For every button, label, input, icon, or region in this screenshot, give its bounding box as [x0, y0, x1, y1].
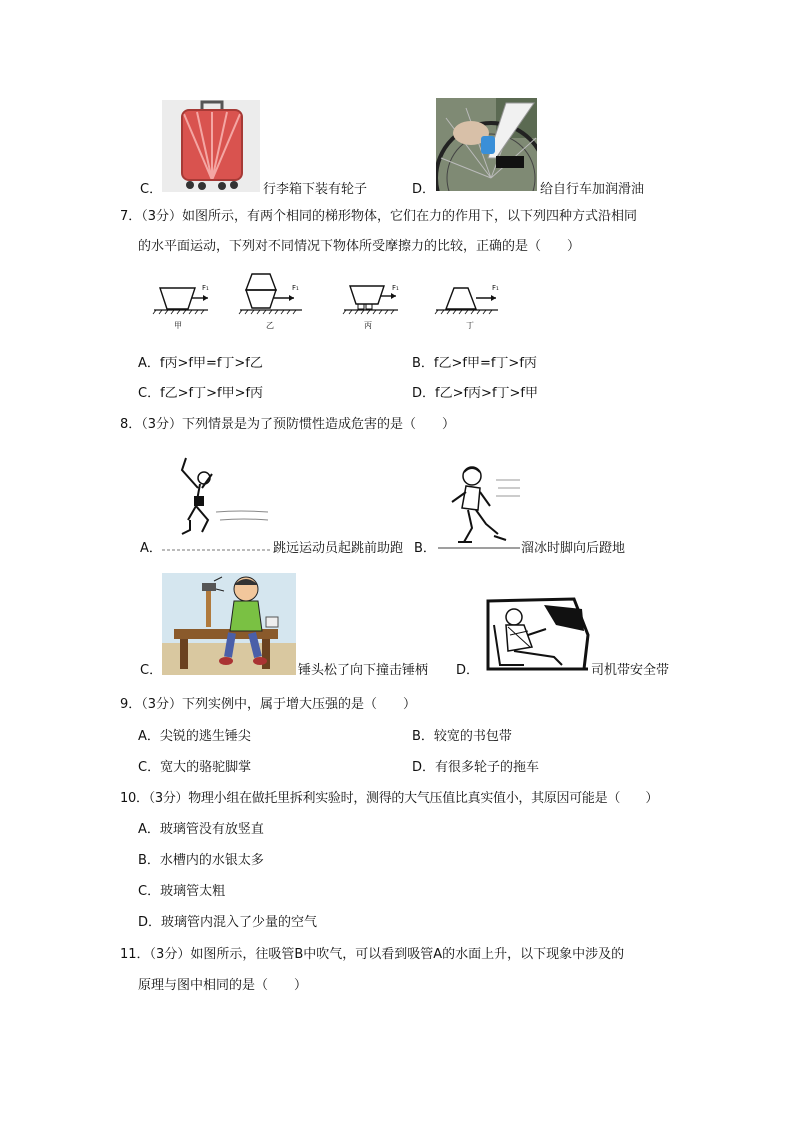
q7-figure-jia	[150, 276, 220, 334]
q7-option-c: C．f乙>f丁>f甲>f丙	[138, 386, 264, 401]
q7-figure-ding	[432, 276, 516, 334]
q6-option-d-text: 给自行车加润滑油	[540, 182, 645, 197]
q8-stem: 8．（3分）下列情景是为了预防惯性造成危害的是（ ）	[120, 417, 456, 432]
q7-force-label: F₁	[202, 284, 209, 292]
hammer-figure	[162, 573, 296, 675]
q10-option-d: D．玻璃管内混入了少量的空气	[138, 915, 318, 930]
q10-option-b: B．水槽内的水银太多	[138, 853, 264, 868]
q7-figure-yi	[236, 270, 312, 334]
q7-label-ding: 丁	[466, 321, 474, 330]
q7-option-a: A．f丙>f甲=f丁>f乙	[138, 356, 263, 371]
q11-stem-line1: 11．（3分）如图所示，往吸管B中吹气，可以看到吸管A的水面上升，以下现象中涉及的	[120, 947, 625, 962]
q10-stem: 10．（3分）物理小组在做托里拆利实验时，测得的大气压值比真实值小，其原因可能是（ ）	[120, 791, 659, 806]
q10-option-a: A．玻璃管没有放竖直	[138, 822, 264, 837]
q7-stem-line1: 7．（3分）如图所示，有两个相同的梯形物体，它们在力的作用下，以下列四种方式沿相同	[120, 209, 638, 224]
seatbelt-figure	[484, 595, 590, 675]
q7-force-label: F₁	[292, 284, 299, 292]
q7-option-b: B．f乙>f甲=f丁>f丙	[412, 356, 537, 371]
q7-label-jia: 甲	[174, 321, 182, 330]
q9-option-d: D．有很多轮子的拖车	[412, 760, 540, 775]
q7-figure-bing	[340, 276, 410, 334]
q7-force-label: F₁	[392, 284, 399, 292]
q8-option-b-text: 溜冰时脚向后蹬地	[521, 541, 626, 556]
q6-option-d-letter: D．	[412, 182, 436, 197]
q8-option-c-letter: C．	[140, 663, 163, 678]
q7-option-d: D．f乙>f丙>f丁>f甲	[412, 386, 538, 401]
bicycle-lubrication-figure	[436, 98, 537, 191]
q9-stem: 9．（3分）下列实例中，属于增大压强的是（ ）	[120, 697, 417, 712]
q8-option-d-letter: D．	[456, 663, 480, 678]
q8-option-a-text: 跳远运动员起跳前助跑	[273, 541, 404, 556]
q6-option-c-text: 行李箱下装有轮子	[263, 182, 368, 197]
q9-option-a: A．尖锐的逃生锤尖	[138, 729, 251, 744]
suitcase-figure	[162, 100, 260, 192]
q7-force-label: F₁	[492, 284, 499, 292]
q8-option-a-letter: A．	[140, 541, 162, 556]
q8-option-c-text: 锤头松了向下撞击锤柄	[298, 663, 429, 678]
q8-option-b-letter: B．	[414, 541, 436, 556]
q9-option-b: B．较宽的书包带	[412, 729, 512, 744]
q11-stem-line2: 原理与图中相同的是（ ）	[138, 978, 308, 993]
q8-option-d-text: 司机带安全带	[591, 663, 670, 678]
q9-option-c: C．宽大的骆驼脚掌	[138, 760, 252, 775]
q10-option-c: C．玻璃管太粗	[138, 884, 226, 899]
q7-label-yi: 乙	[266, 321, 274, 330]
q6-option-c-letter: C．	[140, 182, 163, 197]
long-jump-figure	[160, 450, 272, 554]
ice-skating-figure	[436, 462, 522, 552]
q7-label-bing: 丙	[364, 321, 372, 330]
q7-stem-line2: 的水平面运动，下列对不同情况下物体所受摩擦力的比较，正确的是（ ）	[138, 239, 581, 254]
